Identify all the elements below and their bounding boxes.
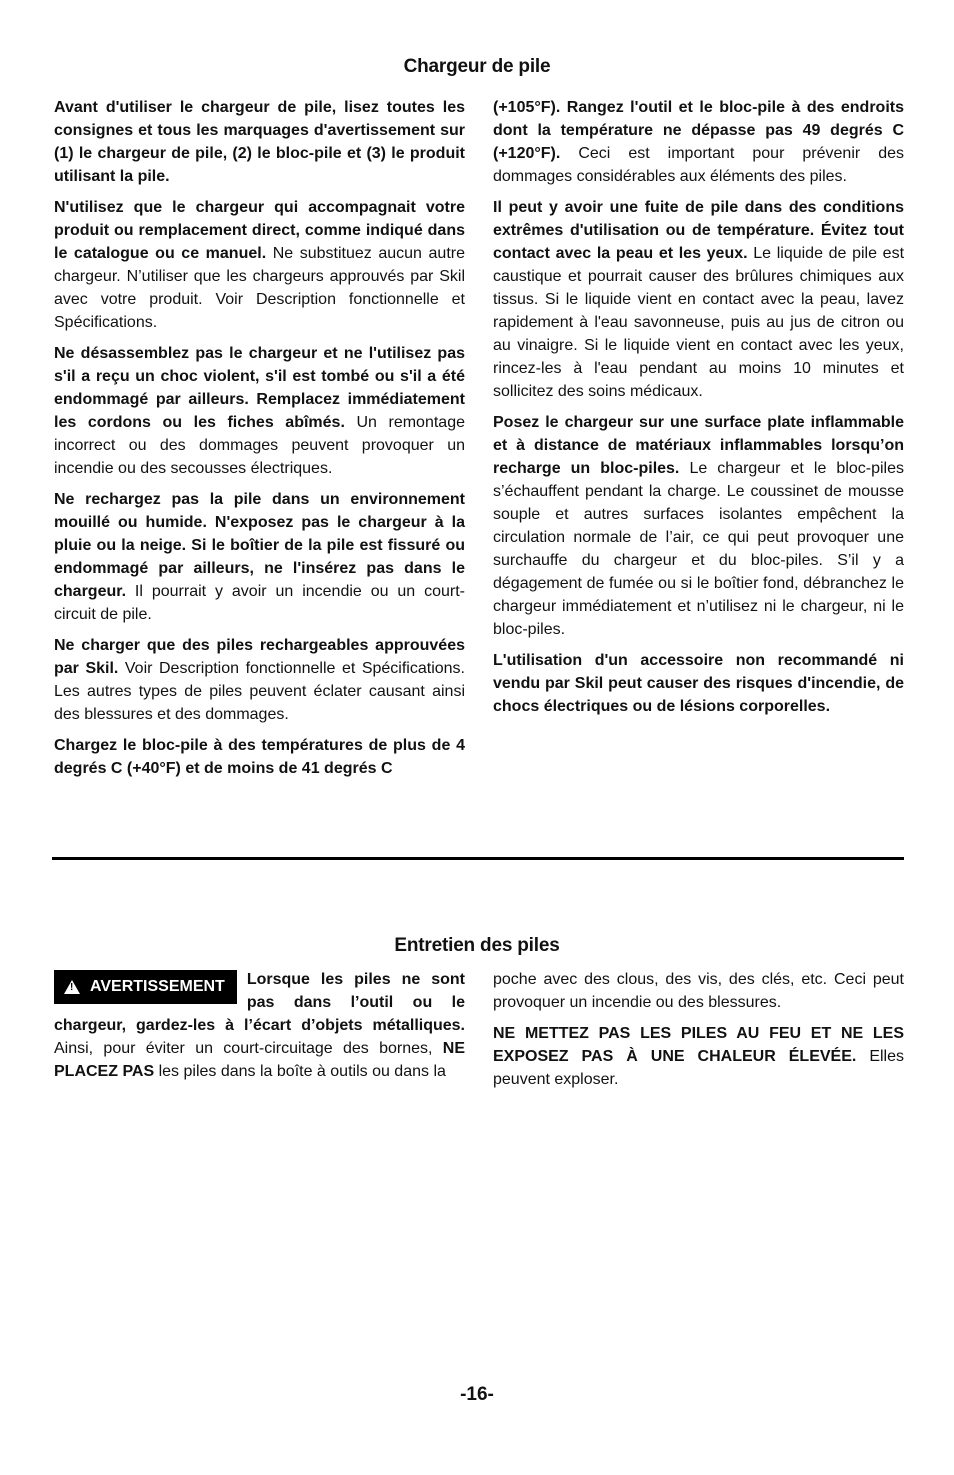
- paragraph: [54, 634, 465, 726]
- section2-right-column: [493, 968, 904, 1099]
- warning-badge: [54, 970, 237, 1004]
- bold-text: Ne charger que des piles rechargeables approuvées par Skil.: [54, 637, 465, 677]
- section1-right-column: [493, 96, 904, 726]
- paragraph: [493, 96, 904, 188]
- section1-left-column: [54, 96, 465, 788]
- bold-text: Chargez le bloc-pile à des températures de plus de 4 degrés C (+40°F) et de moins de 41 degrés C: [54, 737, 465, 777]
- bold-text: Lorsque les piles ne sont pas dans l’outil ou le chargeur, gardez-les à l’écart d’objets métalliques.: [54, 971, 465, 1034]
- body-text: Elles peuvent exploser.: [493, 1048, 905, 1088]
- body-text: Le chargeur et le bloc-piles s’échauffent pendant la charge. Le coussinet de mousse souple et autres surfaces isolantes empêchent la circulation normale de l’air, ce qui peut provoquer une surchauffe du chargeur et du bloc-piles. S’il y a dégagement de fumée ou si le boîtier fond, débranchez le chargeur immédiatement et n’utilisez ni le chargeur, ni le bloc-piles.: [493, 460, 905, 638]
- bold-text: Ne rechargez pas la pile dans un environnement mouillé ou humide. N'exposez pas le chargeur à la pluie ou la neige. Si le boîtier de la pile est fissuré ou endommagé par ailleurs, ne l'insérez pas dans le chargeur.: [54, 491, 465, 600]
- paragraph: [54, 196, 465, 334]
- section-title-chargeur: Chargeur de pile: [403, 56, 551, 77]
- page-number: -16-: [460, 1384, 494, 1405]
- bold-text: L'utilisation d'un accessoire non recommandé ni vendu par Skil peut causer des risques d'incendie, de chocs électriques ou de lésions corporelles.: [493, 652, 904, 715]
- section2-left-column: [54, 968, 465, 1091]
- paragraph: [493, 411, 904, 641]
- paragraph: [493, 196, 904, 403]
- body-text: les piles dans la boîte à outils ou dans la: [154, 1063, 446, 1080]
- paragraph: [54, 968, 465, 1083]
- section-title-entretien: Entretien des piles: [394, 935, 560, 956]
- bold-text: Il peut y avoir une fuite de pile dans des conditions extrêmes d'utilisation ou de température. Évitez tout contact avec la peau et les yeux.: [493, 199, 904, 262]
- warning-triangle-icon: !: [64, 980, 80, 994]
- bold-text: NE PLACEZ PAS: [54, 1040, 465, 1080]
- body-text: Il pourrait y avoir un incendie ou un court-circuit de pile.: [54, 583, 465, 623]
- bold-text: Avant d'utiliser le chargeur de pile, lisez toutes les consignes et tous les marquages d'avertissement sur (1) le chargeur de pile, (2) le bloc-pile et (3) le produit utilisant la pile.: [54, 99, 465, 185]
- paragraph: [54, 342, 465, 480]
- warning-label: AVERTISSEMENT: [90, 978, 225, 995]
- bold-text: NE METTEZ PAS LES PILES AU FEU ET NE LES EXPOSEZ PAS À UNE CHALEUR ÉLEVÉE.: [493, 1025, 904, 1065]
- bold-text: (+105°F). Rangez l'outil et le bloc-pile à des endroits dont la température ne dépasse pas 49 degrés C (+120°F).: [493, 99, 904, 162]
- bold-text: Ne désassemblez pas le chargeur et ne l'utilisez pas s'il a reçu un choc violent, s'il est tombé ou s'il a été endommagé par ailleurs. Remplacez immédiatement les cordons ou les fiches abîmés.: [54, 345, 465, 431]
- body-text: Ainsi, pour éviter un court-circuitage des bornes,: [54, 1040, 443, 1057]
- bold-text: N'utilisez que le chargeur qui accompagnait votre produit ou remplacement direct, comme indiqué dans le catalogue ou ce manuel.: [54, 199, 465, 262]
- body-text: poche avec des clous, des vis, des clés, etc. Ceci peut provoquer un incendie ou des blessures.: [493, 971, 904, 1011]
- body-text: Ceci est important pour prévenir des dommages considérables aux éléments des piles.: [493, 145, 904, 185]
- paragraph: [493, 968, 904, 1014]
- body-text: Ne substituez aucun autre chargeur. N’utiliser que les chargeurs approuvés par Skil avec votre produit. Voir Description fonctionnelle et Spécifications.: [54, 245, 465, 331]
- body-text: Le liquide de pile est caustique et pourrait causer des brûlures chimiques aux tissus. Si le liquide vient en contact avec la peau, lavez rapidement à l'eau savonneuse, puis au jus de citron ou au vinaigre. Si le liquide vient en contact avec les yeux, rincez-les à l'eau pendant au moins 10 minutes et sollicitez des soins médicaux.: [493, 245, 905, 400]
- paragraph: [493, 1022, 904, 1091]
- paragraph: [493, 649, 904, 718]
- paragraph: [54, 734, 465, 780]
- paragraph: [54, 488, 465, 626]
- bold-text: Posez le chargeur sur une surface plate inflammable et à distance de matériaux inflammables lorsqu’on recharge un bloc-piles.: [493, 414, 904, 477]
- section-divider: [52, 857, 904, 860]
- body-text: Voir Description fonctionnelle et Spécifications. Les autres types de piles peuvent éclater causant ainsi des blessures et des dommages.: [54, 660, 465, 723]
- body-text: Un remontage incorrect ou des dommages peuvent provoquer un incendie ou des secousses électriques.: [54, 414, 465, 477]
- paragraph: [54, 96, 465, 188]
